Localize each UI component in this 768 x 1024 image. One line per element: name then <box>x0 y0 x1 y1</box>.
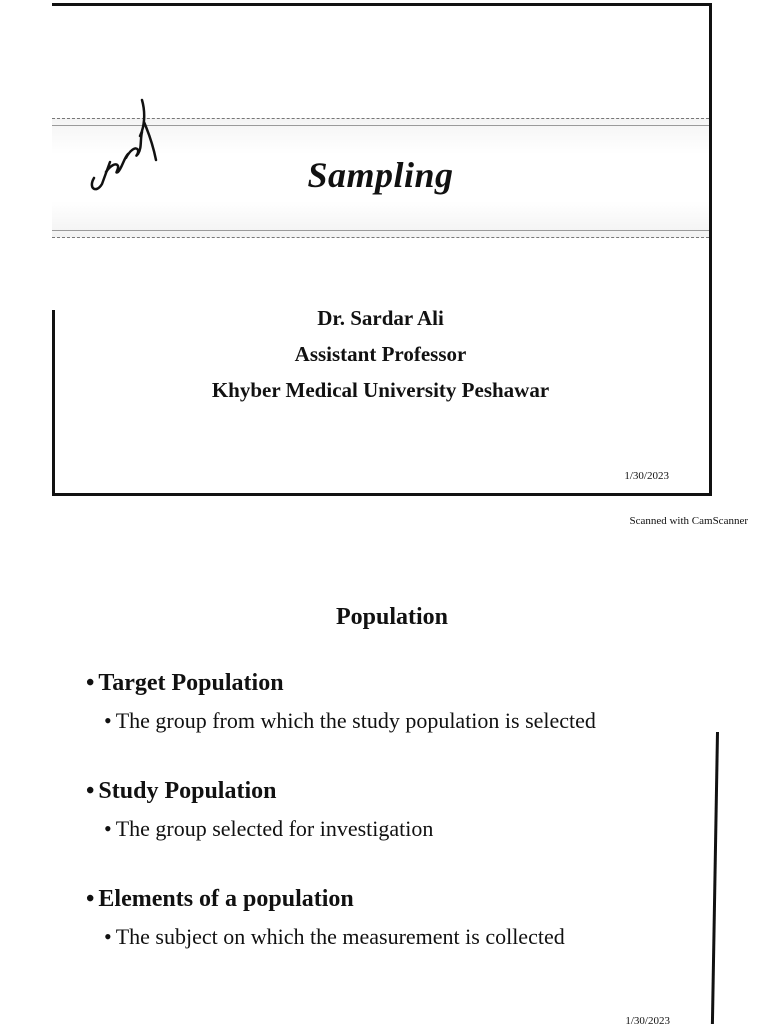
slide-date: 1/30/2023 <box>625 1015 670 1024</box>
author-name: Dr. Sardar Ali <box>317 306 444 330</box>
title-slide <box>52 3 712 496</box>
sub-bullet-target-population <box>104 708 596 734</box>
bullet-dot: • <box>86 670 95 696</box>
bullet-detail: The subject on which the measurement is collected <box>115 924 565 949</box>
sub-bullet-study-population <box>104 816 433 842</box>
bullet-dot: • <box>104 924 112 949</box>
slide-date: 1/30/2023 <box>624 470 669 482</box>
slide-heading: Population <box>335 604 449 630</box>
bullet-target-population <box>86 670 284 697</box>
author-block <box>52 300 709 408</box>
author-position: Assistant Professor <box>294 342 467 366</box>
bullet-dot: • <box>86 778 95 804</box>
bullet-heading: Study Population <box>98 778 277 804</box>
bullet-heading: Target Population <box>98 670 284 696</box>
slide-title: Sampling <box>307 155 454 195</box>
slide-left-edge <box>52 310 55 496</box>
bullet-elements-of-population <box>86 886 354 913</box>
bullet-dot: • <box>104 816 112 841</box>
bullet-detail: The group selected for investigation <box>115 816 434 841</box>
bullet-dot: • <box>86 886 95 912</box>
population-slide <box>0 560 768 1024</box>
sub-bullet-elements-of-population <box>104 924 565 950</box>
bullet-heading: Elements of a population <box>98 886 354 912</box>
handwritten-signature <box>82 92 164 202</box>
bullet-detail: The group from which the study population is selected <box>115 708 596 733</box>
bullet-dot: • <box>104 708 112 733</box>
author-institution: Khyber Medical University Peshawar <box>211 378 550 402</box>
bullet-study-population <box>86 778 276 805</box>
slide-right-edge <box>711 732 719 1024</box>
band-rule-bottom <box>52 230 709 231</box>
scan-watermark: Scanned with CamScanner <box>629 515 748 527</box>
